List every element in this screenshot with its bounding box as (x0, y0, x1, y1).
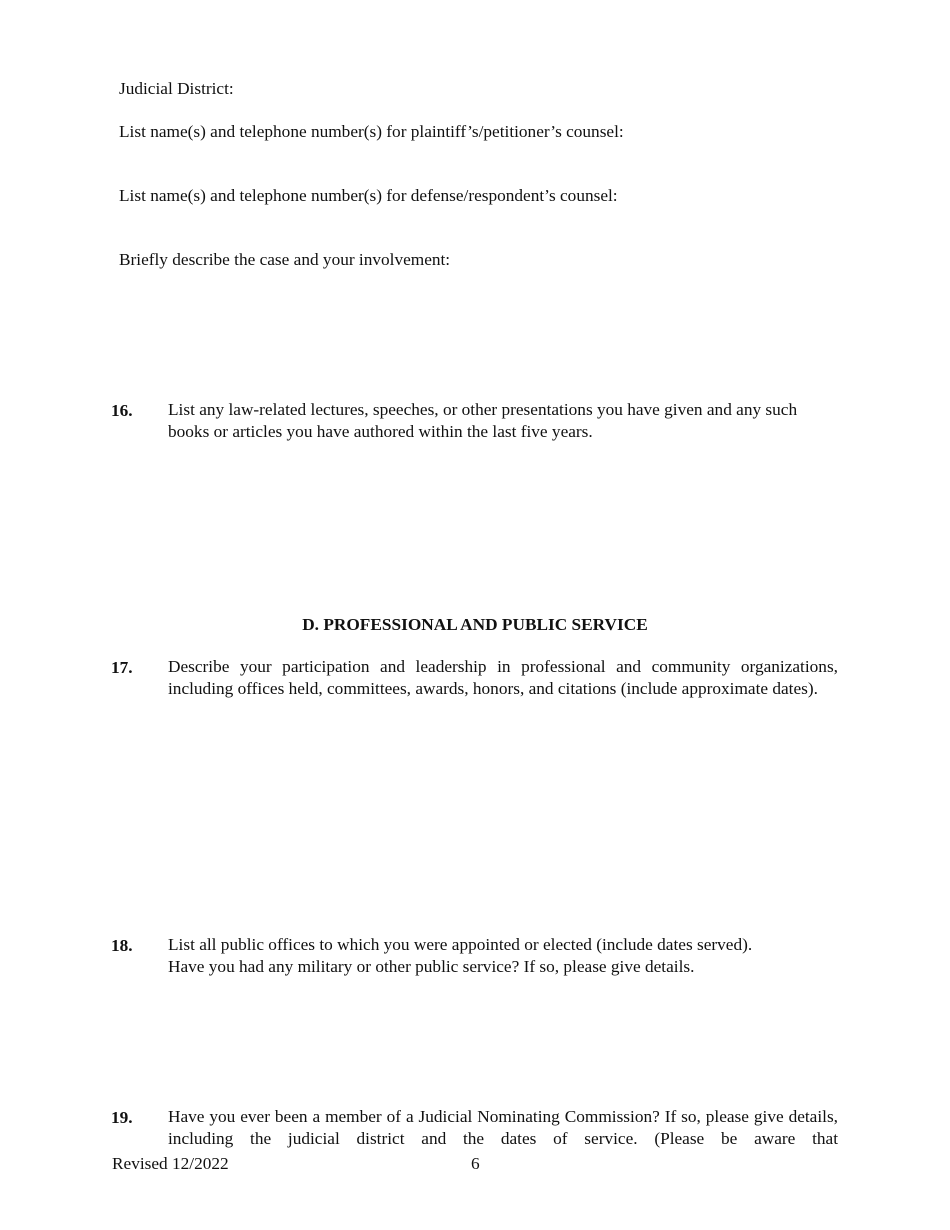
defense-counsel-label: List name(s) and telephone number(s) for defense/respondent’s counsel: (119, 186, 618, 205)
case-description-label: Briefly describe the case and your involvement: (119, 250, 451, 269)
question-16-text: List any law-related lectures, speeches, or other presentations you have given and any such books or articles you have authored within the last five years. (168, 400, 798, 441)
question-19-container (168, 1106, 838, 1152)
judicial-district-label: Judicial District: (119, 79, 234, 98)
question-19-number: 19. (111, 1108, 133, 1127)
section-heading: D. PROFESSIONAL AND PUBLIC SERVICE (302, 615, 648, 634)
footer-revised: Revised 12/2022 (112, 1154, 229, 1173)
plaintiff-counsel-label: List name(s) and telephone number(s) for plaintiff’s/petitioner’s counsel: (119, 122, 624, 141)
question-19-text: Have you ever been a member of a Judicial Nominating Commission? If so, please give details, including the judicial district and the dates of service. (Please be aware that (168, 1107, 838, 1148)
question-16-number: 16. (111, 401, 133, 420)
question-18-number: 18. (111, 936, 133, 955)
question-18-line-2: Have you had any military or other public service? If so, please give details. (168, 957, 695, 976)
question-18-line-1: List all public offices to which you were appointed or elected (include dates served). (168, 935, 753, 954)
question-17-number: 17. (111, 658, 133, 677)
question-17-text: Describe your participation and leadership in professional and community organizations, including offices held, committees, awards, honors, and citations (include approximate dates). (168, 657, 838, 698)
page-number: 6 (471, 1154, 480, 1173)
